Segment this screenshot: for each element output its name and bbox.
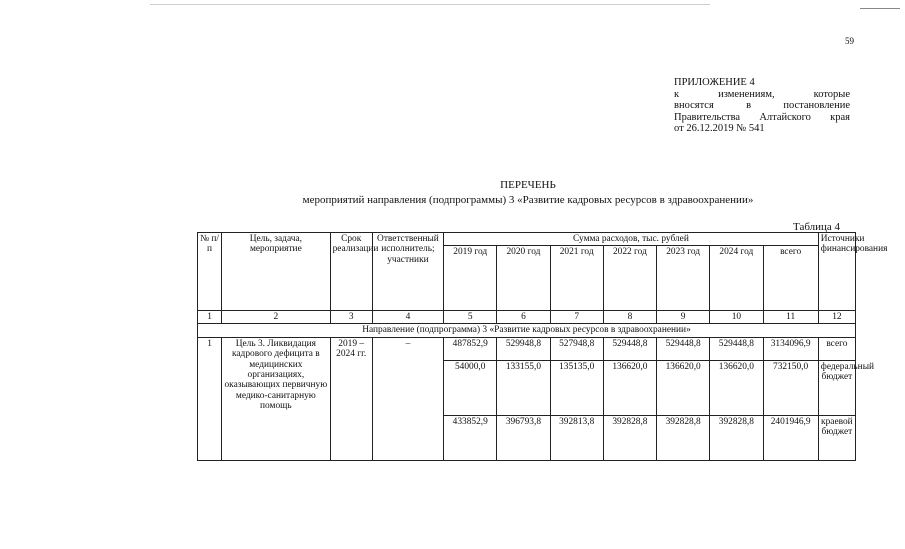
header-year: 2019 год (444, 246, 497, 311)
value-cell: 133155,0 (497, 360, 550, 415)
col-number: 9 (657, 311, 710, 324)
value-cell: 392828,8 (603, 415, 656, 460)
source-cell: федеральный бюджет (818, 360, 855, 415)
row-period: 2019 – 2024 гг. (330, 337, 372, 460)
value-cell: 392813,8 (550, 415, 603, 460)
header-year: 2020 год (497, 246, 550, 311)
header-year: 2021 год (550, 246, 603, 311)
col-number: 4 (372, 311, 443, 324)
table-label: Таблица 4 (793, 221, 841, 233)
value-cell: 487852,9 (444, 337, 497, 360)
value-cell: 392828,8 (710, 415, 763, 460)
appendix-line: вносятся в постановление (674, 100, 850, 111)
col-number: 2 (222, 311, 330, 324)
value-cell: 135135,0 (550, 360, 603, 415)
appendix-line: от 26.12.2019 № 541 (674, 123, 765, 134)
header-year: 2022 год (603, 246, 656, 311)
col-number: 7 (550, 311, 603, 324)
col-number: 12 (818, 311, 855, 324)
header-responsible: Ответственный исполнитель; участники (372, 233, 443, 311)
col-number: 6 (497, 311, 550, 324)
header-period: Срок реализации (330, 233, 372, 311)
value-cell: 433852,9 (444, 415, 497, 460)
value-cell: 136620,0 (710, 360, 763, 415)
scan-artifact-line (860, 8, 900, 9)
table-row (198, 337, 856, 360)
value-cell: 136620,0 (603, 360, 656, 415)
col-number: 1 (198, 311, 222, 324)
header-year: 2024 год (710, 246, 763, 311)
col-number: 5 (444, 311, 497, 324)
appendix-line: к изменениям, которые (674, 88, 850, 100)
col-number: 3 (330, 311, 372, 324)
total-cell: 2401946,9 (763, 415, 818, 460)
value-cell: 529448,8 (657, 337, 710, 360)
header-source: Источники финансирования (818, 233, 855, 311)
document-subtitle: мероприятий направления (подпрограммы) 3 «Развитие кадровых ресурсов в здравоохранении» (302, 194, 754, 206)
col-number: 8 (603, 311, 656, 324)
header-year: 2023 год (657, 246, 710, 311)
value-cell: 396793,8 (497, 415, 550, 460)
appendix-line: Правительства Алтайского края (674, 111, 850, 123)
section-title: Направление (подпрограмма) 3 «Развитие кадровых ресурсов в здравоохранении» (198, 324, 856, 337)
column-number-row (198, 311, 856, 324)
scan-artifact-line (150, 4, 710, 5)
source-cell: краевой бюджет (818, 415, 855, 460)
document-title: ПЕРЕЧЕНЬ (500, 179, 556, 191)
header-row (198, 233, 856, 246)
row-goal: Цель 3. Ликвидация кадрового дефицита в медицинских организациях, оказывающих первичную медико-санитарную помощь (222, 337, 330, 460)
appendix-title: ПРИЛОЖЕНИЕ 4 (674, 77, 755, 88)
measures-table (197, 232, 888, 461)
value-cell: 529448,8 (603, 337, 656, 360)
value-cell: 529948,8 (497, 337, 550, 360)
header-total: всего (763, 246, 818, 311)
source-cell: всего (818, 337, 855, 360)
header-goal: Цель, задача, мероприятие (222, 233, 330, 311)
col-number: 11 (763, 311, 818, 324)
header-num: № п/п (198, 233, 222, 311)
total-cell: 732150,0 (763, 360, 818, 415)
page-number: 59 (845, 36, 854, 46)
header-costs: Сумма расходов, тыс. рублей (444, 233, 819, 246)
value-cell: 527948,8 (550, 337, 603, 360)
row-num: 1 (198, 337, 222, 460)
value-cell: 529448,8 (710, 337, 763, 360)
value-cell: 54000,0 (444, 360, 497, 415)
col-number: 10 (710, 311, 763, 324)
total-cell: 3134096,9 (763, 337, 818, 360)
section-row (198, 324, 856, 337)
value-cell: 392828,8 (657, 415, 710, 460)
row-responsible: – (372, 337, 443, 460)
value-cell: 136620,0 (657, 360, 710, 415)
appendix-block (674, 77, 850, 135)
